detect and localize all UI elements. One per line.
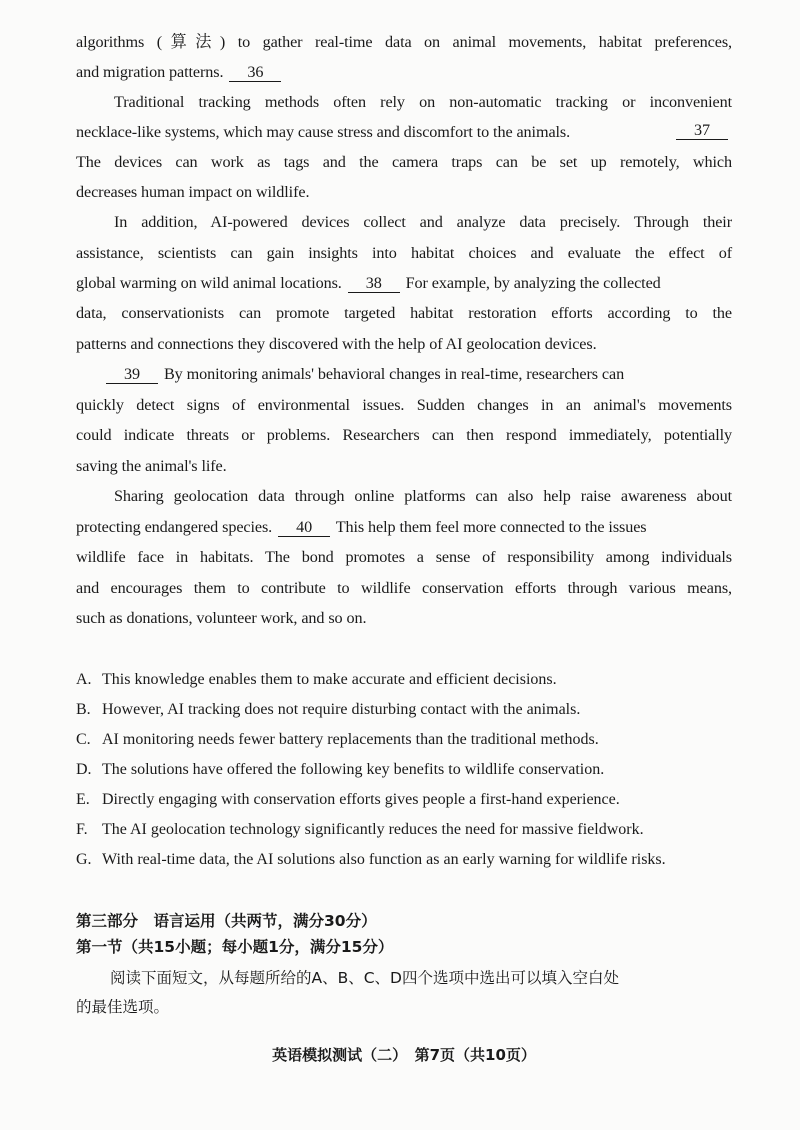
option-c[interactable] xyxy=(76,730,599,750)
blank-40[interactable]: 40 xyxy=(278,519,330,537)
option-g[interactable] xyxy=(76,850,666,870)
option-letter: F. xyxy=(76,821,88,838)
option-text: AI monitoring needs fewer battery replacements than the traditional methods. xyxy=(102,731,599,748)
passage-line xyxy=(76,62,732,82)
passage-line: patterns and connections they discovered with the help of AI geolocation devices. xyxy=(76,335,597,353)
option-letter: A. xyxy=(76,671,92,688)
passage-line: could indicate threats or problems. Researchers can then respond immediately, potentially xyxy=(76,426,732,444)
section-one-heading: 第一节（共15小题；每小题1分，满分15分） xyxy=(76,938,394,956)
passage-line: algorithms (算法) to gather real-time data on animal movements, habitat preferences, xyxy=(76,33,732,51)
option-text: However, AI tracking does not require disturbing contact with the animals. xyxy=(102,701,581,718)
option-f[interactable] xyxy=(76,820,644,840)
passage-line: assistance, scientists can gain insights into habitat choices and evaluate the effect of xyxy=(76,244,732,262)
passage-line: In addition, AI-powered devices collect and analyze data precisely. Through their xyxy=(114,213,732,231)
option-letter: D. xyxy=(76,761,92,778)
option-b[interactable] xyxy=(76,700,580,720)
option-letter: E. xyxy=(76,791,90,808)
option-letter: C. xyxy=(76,731,91,748)
line-text: necklace-like systems, which may cause stress and discomfort to the animals. xyxy=(76,123,571,141)
option-letter: B. xyxy=(76,701,91,718)
passage-line: The devices can work as tags and the camera traps can be set up remotely, which xyxy=(76,153,732,171)
line-text: and migration patterns. xyxy=(76,63,224,81)
passage-line: Sharing geolocation data through online platforms can also help raise awareness about xyxy=(114,487,732,505)
instruction-text: 阅读下面短文，从每题所给的A、B、C、D四个选项中选出可以填入空白处 xyxy=(110,969,619,987)
passage-line: wildlife face in habitats. The bond promotes a sense of responsibility among individuals xyxy=(76,548,732,566)
option-a[interactable] xyxy=(76,670,557,690)
passage-line xyxy=(76,122,732,142)
passage-line: and encourages them to contribute to wildlife conservation efforts through various means, xyxy=(76,579,732,597)
blank-37[interactable]: 37 xyxy=(676,122,728,140)
option-e[interactable] xyxy=(76,790,620,810)
passage-line: data, conservationists can promote targeted habitat restoration efforts according to the xyxy=(76,304,732,322)
option-text: With real-time data, the AI solutions also function as an early warning for wildlife risks. xyxy=(102,851,666,868)
passage-line: Traditional tracking methods often rely on non-automatic tracking or inconvenient xyxy=(114,93,732,111)
option-text: Directly engaging with conservation efforts gives people a first-hand experience. xyxy=(102,791,620,808)
passage-line: saving the animal's life. xyxy=(76,457,227,475)
passage-line: decreases human impact on wildlife. xyxy=(76,183,310,201)
option-text: This knowledge enables them to make accurate and efficient decisions. xyxy=(102,671,557,688)
instruction-text-cont: 的最佳选项。 xyxy=(76,998,170,1016)
page-footer: 英语模拟测试（二） 第7页（共10页） xyxy=(272,1046,536,1064)
passage-line xyxy=(76,273,732,293)
passage-line xyxy=(76,364,732,384)
blank-36[interactable]: 36 xyxy=(229,64,281,82)
option-text: The solutions have offered the following key benefits to wildlife conservation. xyxy=(102,761,605,778)
option-letter: G. xyxy=(76,851,92,868)
passage-line: quickly detect signs of environmental issues. Sudden changes in an animal's movements xyxy=(76,396,732,414)
line-text: For example, by analyzing the collected xyxy=(405,274,661,292)
line-text: By monitoring animals' behavioral changes in real-time, researchers can xyxy=(163,365,625,383)
passage-line xyxy=(76,517,732,537)
blank-38[interactable]: 38 xyxy=(348,275,400,293)
passage-line: such as donations, volunteer work, and so on. xyxy=(76,609,367,627)
blank-39[interactable]: 39 xyxy=(106,366,158,384)
line-text: protecting endangered species. xyxy=(76,518,273,536)
option-d[interactable] xyxy=(76,760,604,780)
option-text: The AI geolocation technology significantly reduces the need for massive fieldwork. xyxy=(102,821,644,838)
line-text: global warming on wild animal locations. xyxy=(76,274,342,292)
line-text: This help them feel more connected to the issues xyxy=(335,518,647,536)
part-three-heading: 第三部分 语言运用（共两节，满分30分） xyxy=(76,912,377,930)
